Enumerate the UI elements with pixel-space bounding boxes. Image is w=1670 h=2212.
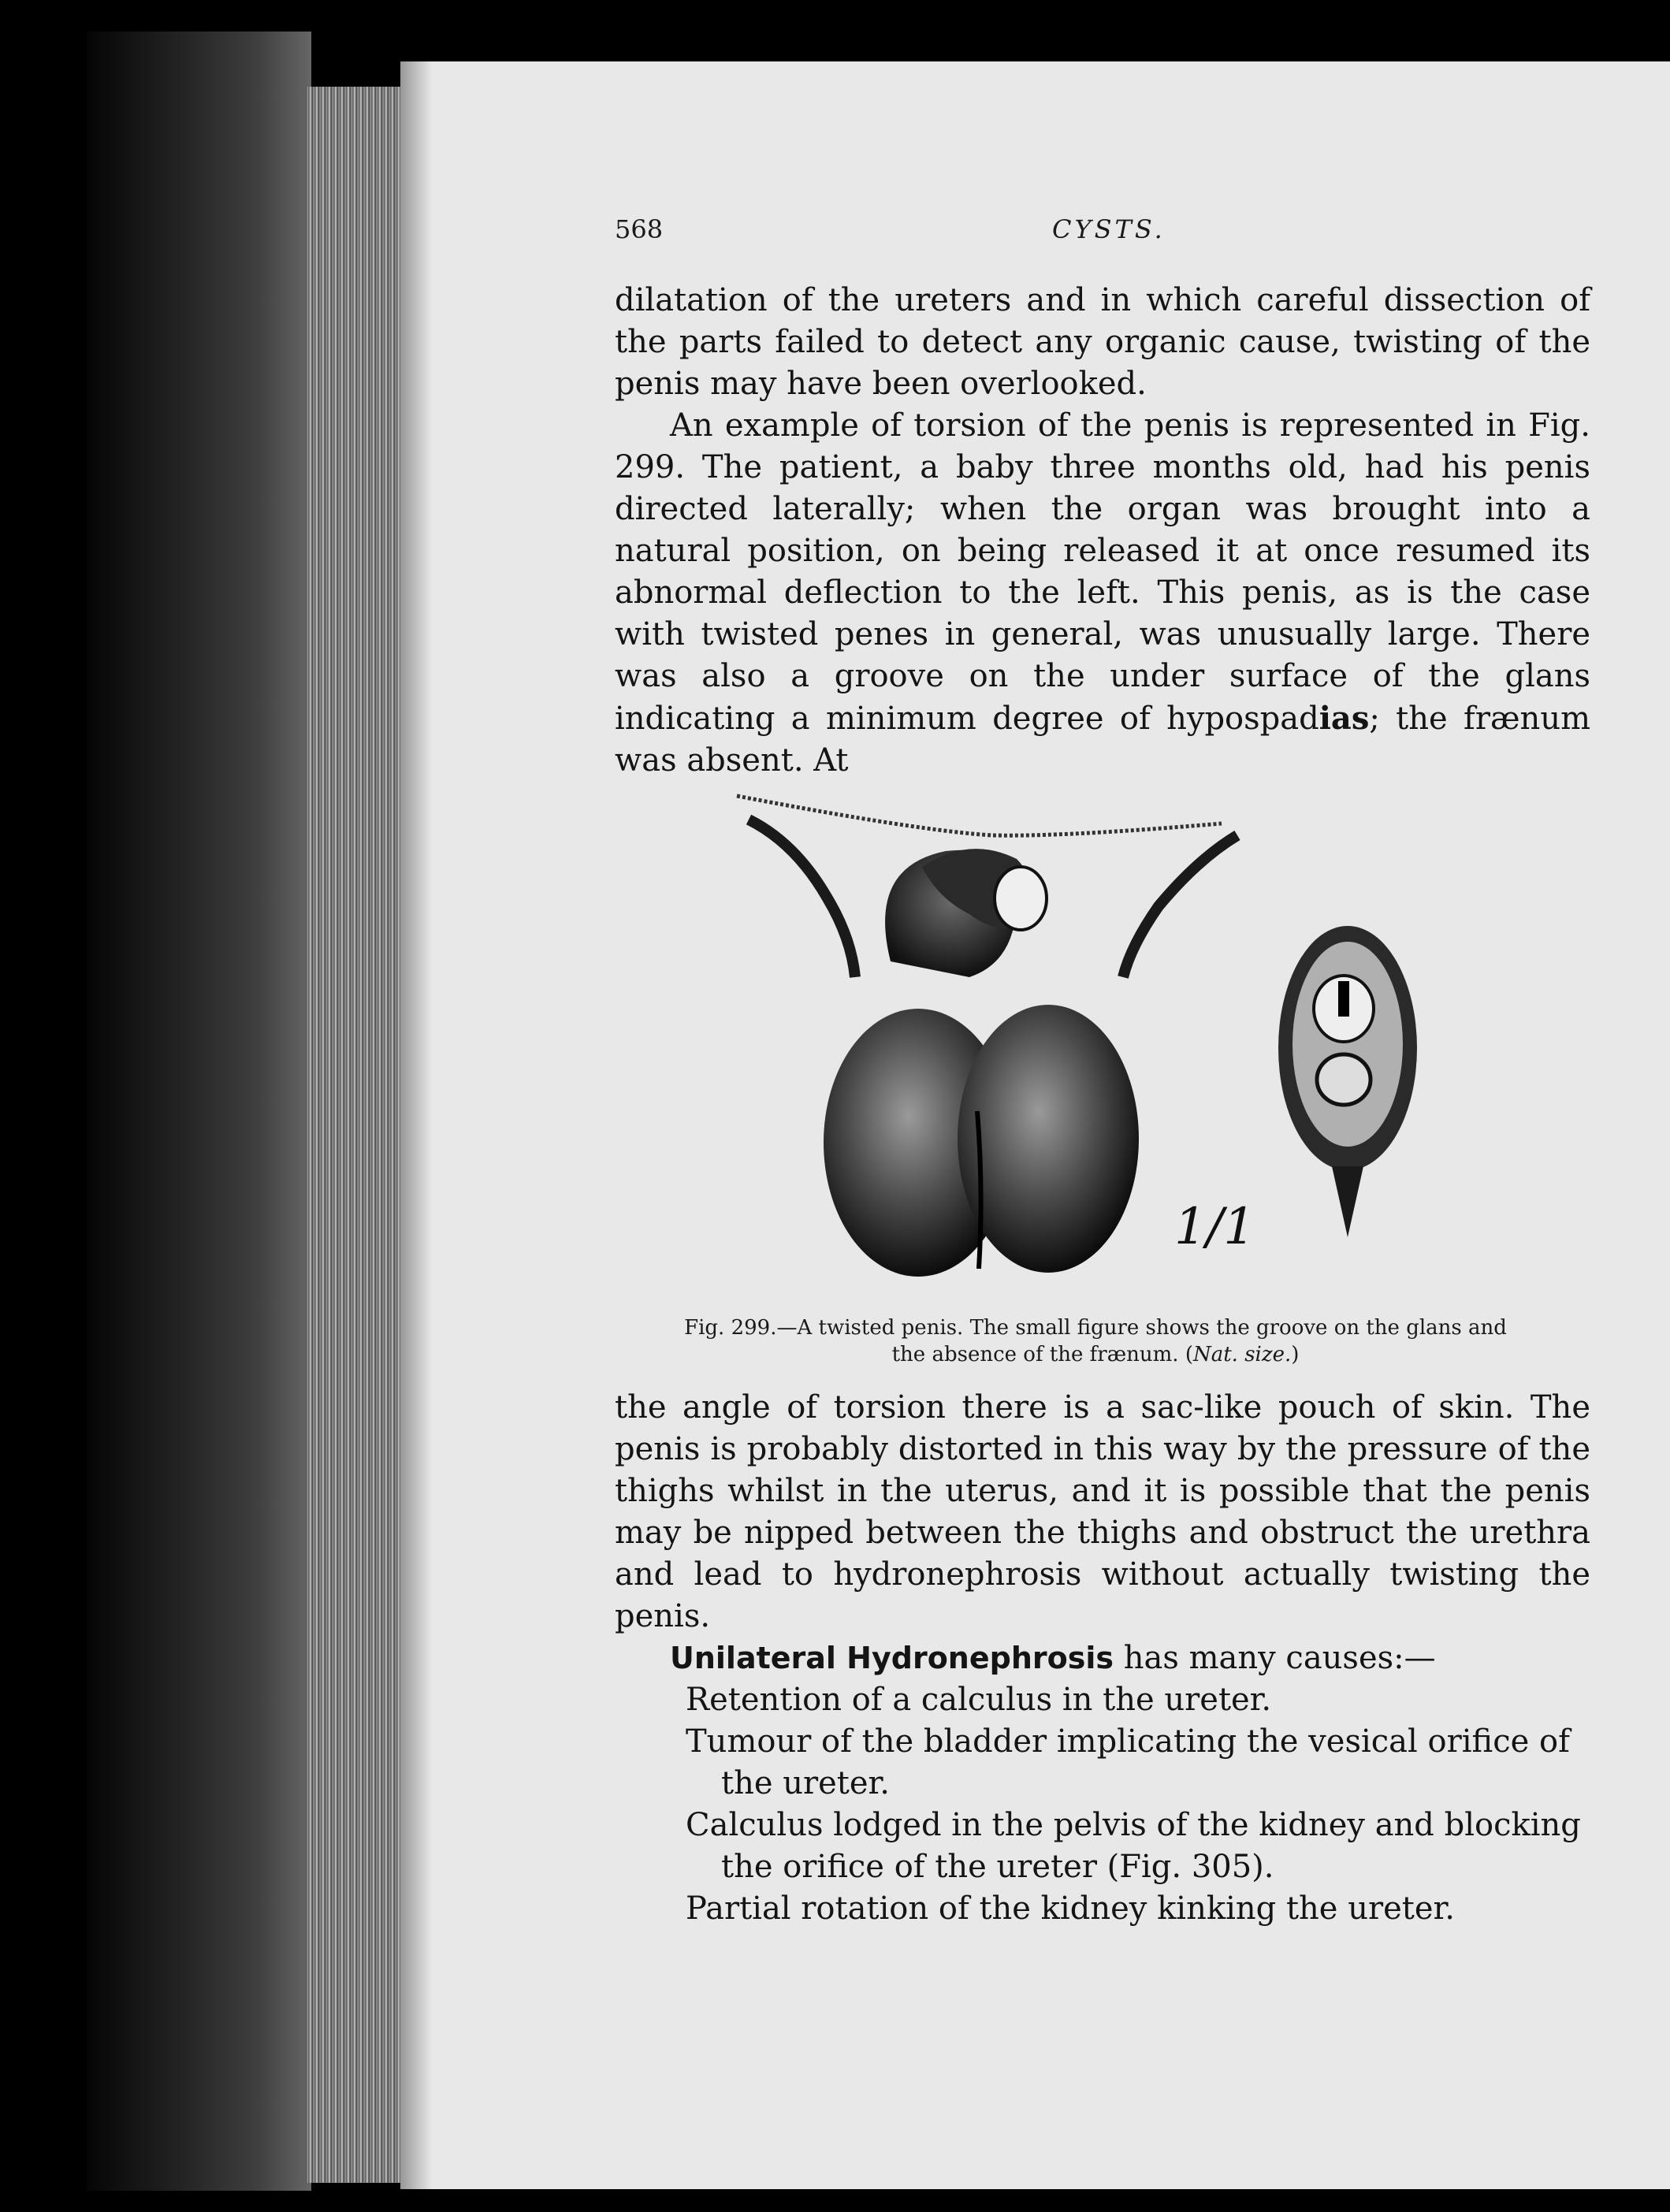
paragraph-continuation: dilatation of the ureters and in which careful dissection of the parts failed to detect any organic cause, twisting of the penis may have been overlooked. <box>615 282 1590 402</box>
page-edges <box>306 87 405 2183</box>
bold-fragment: ias <box>1319 700 1370 737</box>
body-text-top <box>615 280 1590 782</box>
list-item: Partial rotation of the kidney kinking the ureter. <box>686 1890 1455 1927</box>
glans-detail-illustration <box>1269 914 1426 1245</box>
paragraph-torsion-example <box>615 405 1590 782</box>
running-head: CYSTS. <box>1052 214 1166 244</box>
page-header <box>615 214 1576 254</box>
gutter-shadow <box>400 61 432 2189</box>
section-heading-line <box>615 1638 1590 1679</box>
list-item: Retention of a calculus in the ureter. <box>686 1682 1272 1718</box>
paragraph-torsion-cause: the angle of torsion there is a sac-like pouch of skin. The penis is probably distorted in this way by the pressure of the thighs whilst in the uterus, and it is possible that the penis may be nipped between the thighs and obstruct the urethra and lead to hydronephrosis without actually twisting the penis. <box>615 1389 1590 1634</box>
figure-caption <box>603 1314 1588 1368</box>
caption-line-2 <box>603 1341 1588 1368</box>
book-cover-edge <box>87 32 311 2191</box>
body-text-bottom <box>615 1387 1590 1930</box>
causes-list <box>615 1679 1590 1930</box>
list-item: Tumour of the bladder implicating the vesical orifice of the ureter. <box>686 1723 1570 1801</box>
caption-text: the absence of the frænum. ( <box>891 1343 1193 1366</box>
caption-italic: Nat. size. <box>1192 1343 1292 1366</box>
list-item: Calculus lodged in the pelvis of the kidney and blocking the orifice of the ureter (Fig. 305). <box>686 1807 1581 1885</box>
caption-line-1: Fig. 299.—A twisted penis. The small figure shows the groove on the glans and <box>684 1316 1507 1340</box>
paragraph-text-end: ; the frænum was absent. At <box>615 701 1591 779</box>
paragraph-text: An example of torsion of the penis is represented in Fig. 299. The patient, a baby three months old, had his penis directed laterally; when the organ was brought into a natural position, on being released it at once resumed its abnormal deflection to the left. This penis, as is the case with twisted penes in general, was unusually large. There was also a groove on the under surface of the glans indicating a minimum degree of hypospad <box>615 407 1590 737</box>
page-number: 568 <box>615 214 664 244</box>
caption-close: ) <box>1291 1343 1300 1366</box>
figure-scale-mark: 1/1 <box>1174 1198 1255 1256</box>
section-heading: Unilateral Hydronephrosis <box>670 1641 1114 1675</box>
section-heading-rest: has many causes:— <box>1114 1640 1436 1676</box>
